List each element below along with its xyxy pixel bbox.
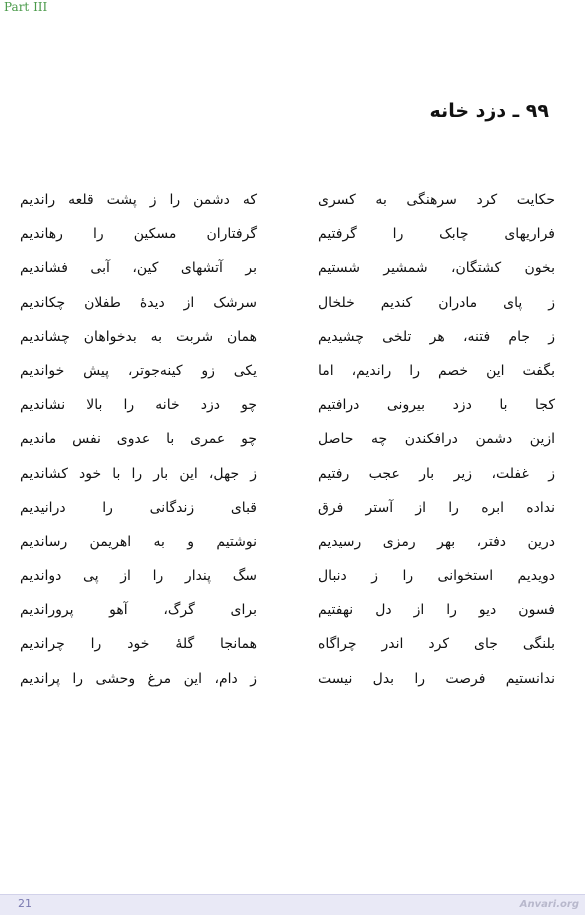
site-watermark: Anvari.org xyxy=(519,899,579,910)
verse-line xyxy=(20,462,555,496)
verse-line xyxy=(20,667,555,701)
hemistich-first: حکایت کرد سرهنگی به کسری xyxy=(318,192,555,208)
hemistich-first: ازین دشمن درافکندن چه حاصل xyxy=(318,431,555,448)
hemistich-first: نداده ابره را از آستر فرق xyxy=(318,499,555,516)
hemistich-second: چو دزد خانه را بالا نشاندیم xyxy=(20,397,257,414)
verse-line xyxy=(20,632,555,666)
hemistich-first: ز غفلت، زیر بار عجب رفتیم xyxy=(318,465,555,482)
verse-line xyxy=(20,222,555,256)
part-label: Part III xyxy=(4,0,48,14)
verse-line xyxy=(20,359,555,393)
verse-line xyxy=(20,564,555,598)
hemistich-first: ز پای مادران کندیم خلخال xyxy=(318,294,555,311)
hemistich-second: نوشتیم و به اهریمن رساندیم xyxy=(20,533,257,550)
hemistich-second: چو عمری با عدوی نفس ماندیم xyxy=(20,431,257,448)
hemistich-second: ز دام، این مرغ وحشی را پراندیم xyxy=(20,670,257,687)
verse-line xyxy=(20,598,555,632)
verse-line xyxy=(20,496,555,530)
hemistich-first: کجا با دزد بیرونی درافتیم xyxy=(318,397,555,414)
verse-line xyxy=(20,393,555,427)
hemistich-second: گرفتاران مسکین را رهاندیم xyxy=(20,226,257,243)
hemistich-second: سرشک از دیدهٔ طفلان چکاندیم xyxy=(20,294,257,311)
hemistich-first: ندانستیم فرصت را بدل نیست xyxy=(318,670,555,687)
hemistich-second: که دشمن را ز پشت قلعه راندیم xyxy=(20,192,257,208)
footer-bar xyxy=(0,894,585,915)
hemistich-first: فراریهای چابک را گرفتیم xyxy=(318,226,555,243)
verse-line xyxy=(20,291,555,325)
hemistich-second: قبای زندگانی را درانیدیم xyxy=(20,499,257,516)
hemistich-second: برای گرگ، آهو پروراندیم xyxy=(20,602,257,619)
hemistich-second: یکی زو کینه‌جوتر، پیش خواندیم xyxy=(20,362,257,379)
hemistich-second: همانجا گلهٔ خود را چراندیم xyxy=(20,636,257,653)
hemistich-second: بر آتشهای کین، آبی فشاندیم xyxy=(20,260,257,277)
hemistich-first: درین دفتر، بهر رمزی رسیدیم xyxy=(318,533,555,550)
verse-line xyxy=(20,325,555,359)
hemistich-first: دویدیم استخوانی را ز دنبال xyxy=(318,568,555,585)
hemistich-second: سگ پندار را از پی دواندیم xyxy=(20,568,257,585)
hemistich-first: ز جام فتنه، هر تلخی چشیدیم xyxy=(318,328,555,345)
hemistich-second: همان شربت به بدخواهان چشاندیم xyxy=(20,328,257,345)
verse-line xyxy=(20,256,555,290)
hemistich-first: بگفت این خصم را راندیم، اما xyxy=(318,362,555,379)
hemistich-first: بلنگی جای کرد اندر چراگاه xyxy=(318,636,555,653)
verse-line xyxy=(20,530,555,564)
hemistich-first: بخون کشتگان، شمشیر شستیم xyxy=(318,260,555,277)
hemistich-second: ز جهل، این بار را با خود کشاندیم xyxy=(20,465,257,482)
verse-line xyxy=(20,427,555,461)
verse-line xyxy=(20,188,555,222)
page-number: 21 xyxy=(18,897,32,910)
poem-title: ۹۹ ـ دزد خانه xyxy=(429,100,549,122)
poem-body xyxy=(20,188,555,701)
hemistich-first: فسون دیو را از دل نهفتیم xyxy=(318,602,555,619)
